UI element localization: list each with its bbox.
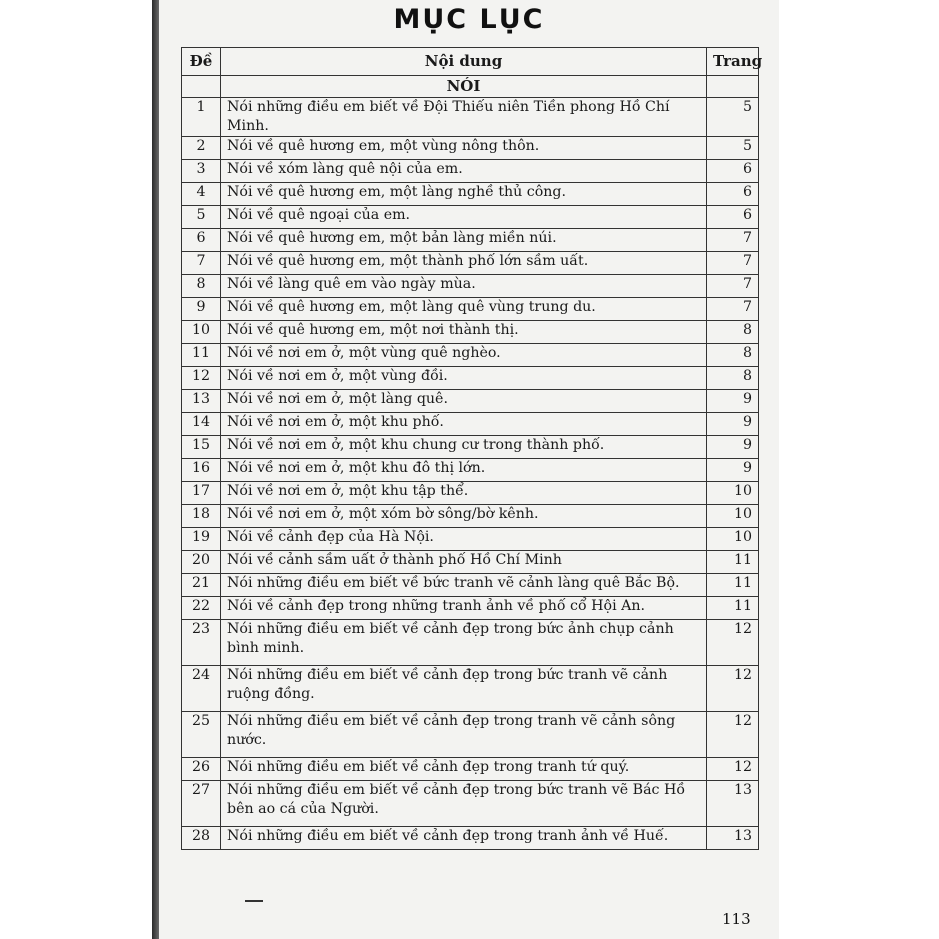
section-spacer [707,76,759,98]
table-row [182,229,759,252]
table-row [182,505,759,528]
footer-mark [245,900,263,902]
table-row [182,344,759,367]
entry-title: Nói về nơi em ở, một khu tập thể. [221,482,707,505]
entry-title: Nói về xóm làng quê nội của em. [221,160,707,183]
page-title: MỤC LỤC [393,4,545,35]
entry-title: Nói về quê hương em, một làng nghề thủ công. [221,183,707,206]
entry-number: 12 [182,367,221,390]
table-row [182,620,759,666]
entry-page: 10 [707,505,759,528]
table-row [182,183,759,206]
entry-number: 21 [182,574,221,597]
entry-title: Nói những điều em biết về cảnh đẹp trong tranh ảnh về Huế. [221,827,707,850]
table-row [182,436,759,459]
header-page: Trang [707,48,759,76]
section-row [182,76,759,98]
entry-title: Nói về nơi em ở, một khu phố. [221,413,707,436]
entry-number: 26 [182,758,221,781]
entry-title: Nói về quê hương em, một làng quê vùng trung du. [221,298,707,321]
entry-title: Nói về cảnh đẹp trong những tranh ảnh về phố cổ Hội An. [221,597,707,620]
table-row [182,459,759,482]
entry-page: 10 [707,528,759,551]
entry-page: 9 [707,436,759,459]
entry-page: 12 [707,620,759,666]
entry-number: 27 [182,781,221,827]
table-row [182,367,759,390]
entry-number: 3 [182,160,221,183]
entry-page: 11 [707,574,759,597]
entry-page: 12 [707,758,759,781]
book-spine-shadow [152,0,159,939]
table-row [182,98,759,137]
entry-title: Nói những điều em biết về Đội Thiếu niên Tiền phong Hồ Chí Minh. [221,98,707,137]
entry-number: 6 [182,229,221,252]
table-row [182,137,759,160]
table-of-contents [181,47,763,850]
entry-page: 12 [707,666,759,712]
entry-number: 28 [182,827,221,850]
entry-page: 8 [707,367,759,390]
entry-number: 22 [182,597,221,620]
entry-page: 8 [707,321,759,344]
entry-title: Nói những điều em biết về cảnh đẹp trong bức tranh vẽ Bác Hồ bên ao cá của Người. [221,781,707,827]
entry-page: 11 [707,551,759,574]
entry-title: Nói những điều em biết về cảnh đẹp trong tranh vẽ cảnh sông nước. [221,712,707,758]
entry-page: 9 [707,390,759,413]
entry-title: Nói về cảnh đẹp của Hà Nội. [221,528,707,551]
table-row [182,597,759,620]
table-row [182,413,759,436]
entry-page: 7 [707,252,759,275]
entry-number: 24 [182,666,221,712]
entry-number: 7 [182,252,221,275]
entry-page: 5 [707,98,759,137]
table-row [182,758,759,781]
header-content: Nội dung [221,48,707,76]
page-number: 113 [722,910,751,928]
right-margin [779,0,939,939]
entry-page: 6 [707,160,759,183]
table-row [182,781,759,827]
entry-number: 8 [182,275,221,298]
entry-title: Nói về làng quê em vào ngày mùa. [221,275,707,298]
entry-page: 7 [707,275,759,298]
table-row [182,252,759,275]
section-title: NÓI [221,76,707,98]
entry-number: 9 [182,298,221,321]
table-row [182,482,759,505]
table-row [182,827,759,850]
table-row [182,712,759,758]
entry-title: Nói về quê hương em, một nơi thành thị. [221,321,707,344]
entry-title: Nói về quê hương em, một vùng nông thôn. [221,137,707,160]
entry-page: 9 [707,413,759,436]
entry-title: Nói về nơi em ở, một khu đô thị lớn. [221,459,707,482]
entry-number: 1 [182,98,221,137]
entry-page: 8 [707,344,759,367]
entry-page: 9 [707,459,759,482]
entry-page: 5 [707,137,759,160]
table-row [182,528,759,551]
entry-title: Nói những điều em biết về cảnh đẹp trong bức ảnh chụp cảnh bình minh. [221,620,707,666]
entry-page: 13 [707,781,759,827]
entry-page: 13 [707,827,759,850]
entry-title: Nói những điều em biết về bức tranh vẽ cảnh làng quê Bắc Bộ. [221,574,707,597]
table-row [182,666,759,712]
entry-number: 5 [182,206,221,229]
entry-number: 10 [182,321,221,344]
entry-page: 6 [707,183,759,206]
entry-page: 11 [707,597,759,620]
table-row [182,206,759,229]
entry-title: Nói về nơi em ở, một xóm bờ sông/bờ kênh. [221,505,707,528]
header-number: Đề [182,48,221,76]
table-row [182,160,759,183]
table-row [182,275,759,298]
entry-number: 20 [182,551,221,574]
left-margin [0,0,158,939]
entry-page: 10 [707,482,759,505]
entry-number: 14 [182,413,221,436]
entry-number: 2 [182,137,221,160]
entry-number: 19 [182,528,221,551]
entry-number: 15 [182,436,221,459]
table-row [182,390,759,413]
entry-number: 17 [182,482,221,505]
entry-title: Nói về nơi em ở, một vùng quê nghèo. [221,344,707,367]
entry-title: Nói về nơi em ở, một khu chung cư trong thành phố. [221,436,707,459]
entry-number: 13 [182,390,221,413]
table-row [182,574,759,597]
entry-title: Nói về quê ngoại của em. [221,206,707,229]
entry-title: Nói những điều em biết về cảnh đẹp trong tranh tứ quý. [221,758,707,781]
entry-title: Nói những điều em biết về cảnh đẹp trong bức tranh vẽ cảnh ruộng đồng. [221,666,707,712]
entry-title: Nói về quê hương em, một bản làng miền núi. [221,229,707,252]
section-spacer [182,76,221,98]
entry-number: 23 [182,620,221,666]
entry-title: Nói về nơi em ở, một vùng đồi. [221,367,707,390]
entry-number: 18 [182,505,221,528]
entry-number: 16 [182,459,221,482]
entry-number: 4 [182,183,221,206]
table-row [182,298,759,321]
table-header-row [182,48,759,76]
entry-page: 12 [707,712,759,758]
entry-number: 11 [182,344,221,367]
table-row [182,321,759,344]
entry-number: 25 [182,712,221,758]
table-row [182,551,759,574]
entry-title: Nói về cảnh sầm uất ở thành phố Hồ Chí Minh [221,551,707,574]
entry-page: 7 [707,229,759,252]
entry-page: 6 [707,206,759,229]
entry-title: Nói về nơi em ở, một làng quê. [221,390,707,413]
entry-title: Nói về quê hương em, một thành phố lớn sầm uất. [221,252,707,275]
entry-page: 7 [707,298,759,321]
